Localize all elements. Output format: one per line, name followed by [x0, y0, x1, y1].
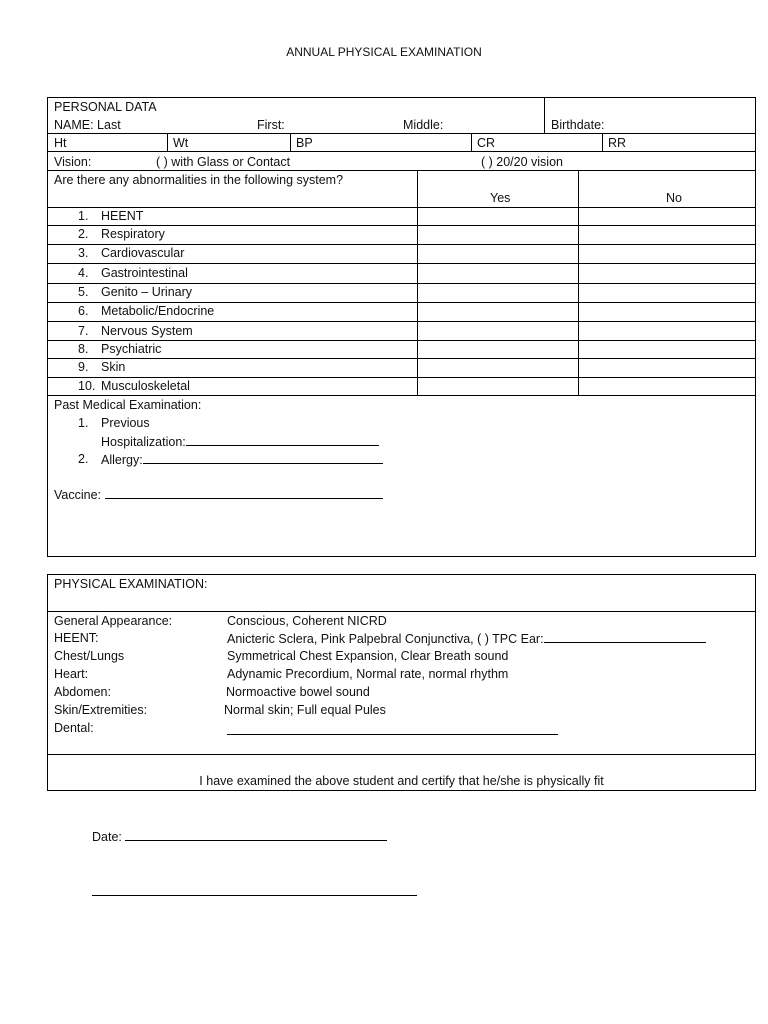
exam-value: Conscious, Coherent NICRD	[227, 614, 387, 628]
system-num: 2.	[78, 227, 89, 241]
divider	[47, 377, 756, 378]
exam-label: Abdomen:	[54, 685, 111, 699]
hospitalization-line[interactable]	[186, 434, 379, 446]
bp-label: BP	[296, 136, 313, 150]
divider	[47, 133, 756, 134]
system-label: Gastrointestinal	[101, 266, 188, 280]
date-label: Date:	[92, 830, 122, 844]
system-num: 7.	[78, 324, 89, 338]
divider	[47, 170, 756, 171]
rr-label: RR	[608, 136, 627, 150]
system-label: Cardiovascular	[101, 246, 185, 260]
certification-statement: I have examined the above student and certify that he/she is physically fit	[199, 774, 604, 788]
system-label: Skin	[101, 360, 126, 374]
abnormalities-question: Are there any abnormalities in the following system?	[54, 173, 344, 187]
divider	[47, 244, 756, 245]
divider	[602, 133, 603, 151]
system-num: 3.	[78, 246, 89, 260]
system-label: Metabolic/Endocrine	[101, 304, 215, 318]
divider	[47, 283, 756, 284]
name-last-label: NAME: Last	[54, 118, 121, 132]
system-num: 9.	[78, 360, 89, 374]
divider	[47, 340, 756, 341]
middle-name-label: Middle:	[403, 118, 444, 132]
vision-label: Vision:	[54, 155, 92, 169]
ear-line[interactable]	[544, 631, 706, 643]
exam-value: Symmetrical Chest Expansion, Clear Breath sound	[227, 649, 509, 663]
divider	[578, 170, 579, 395]
system-num: 4.	[78, 266, 89, 280]
previous-label: Previous	[101, 416, 150, 430]
divider	[167, 133, 168, 151]
first-name-label: First:	[257, 118, 285, 132]
exam-label: Dental:	[54, 721, 94, 735]
divider	[471, 133, 472, 151]
system-label: Psychiatric	[101, 342, 162, 356]
no-column-header: No	[666, 191, 682, 205]
exam-label: Heart:	[54, 667, 89, 681]
system-num: 5.	[78, 285, 89, 299]
personal-data-header: PERSONAL DATA	[54, 100, 157, 114]
allergy-label	[101, 452, 383, 467]
divider	[47, 395, 756, 396]
divider	[47, 611, 756, 612]
divider	[47, 321, 756, 322]
divider	[290, 133, 291, 151]
exam-label: HEENT:	[54, 631, 99, 645]
divider	[47, 207, 756, 208]
birthdate-label: Birthdate:	[551, 118, 605, 132]
exam-value: Normal skin; Full equal Pules	[224, 703, 386, 717]
vision-glass-option: ( ) with Glass or Contact	[156, 155, 291, 169]
dental-line[interactable]	[227, 722, 558, 735]
system-num: 1.	[78, 209, 89, 223]
exam-value: Anicteric Sclera, Pink Palpebral Conjunctiva, ( ) TPC Ear:	[227, 632, 544, 646]
system-num: 10.	[78, 379, 96, 393]
physical-exam-header: PHYSICAL EXAMINATION:	[54, 577, 208, 591]
vaccine-text: Vaccine:	[54, 488, 102, 502]
vaccine-line[interactable]	[105, 487, 383, 499]
exam-value: Adynamic Precordium, Normal rate, normal rhythm	[227, 667, 509, 681]
exam-label: General Appearance:	[54, 614, 173, 628]
system-label: HEENT	[101, 209, 144, 223]
past-medical-header: Past Medical Examination:	[54, 398, 202, 412]
system-label: Nervous System	[101, 324, 193, 338]
date-line[interactable]	[125, 829, 387, 841]
height-label: Ht	[54, 136, 67, 150]
date-field	[92, 829, 387, 844]
hospitalization-label	[101, 434, 379, 449]
exam-label: Skin/Extremities:	[54, 703, 148, 717]
allergy-text: Allergy:	[101, 453, 143, 467]
divider	[47, 302, 756, 303]
signature-line[interactable]	[92, 883, 417, 896]
cr-label: CR	[477, 136, 496, 150]
physical-exam-table	[47, 574, 756, 791]
page-title: ANNUAL PHYSICAL EXAMINATION	[286, 45, 482, 59]
system-label: Musculoskeletal	[101, 379, 190, 393]
vaccine-label	[54, 487, 383, 502]
allergy-line[interactable]	[143, 452, 383, 464]
vision-2020-option: ( ) 20/20 vision	[481, 155, 563, 169]
divider	[417, 170, 418, 395]
weight-label: Wt	[173, 136, 189, 150]
divider	[47, 263, 756, 264]
system-num: 8.	[78, 342, 89, 356]
exam-value-heent	[227, 631, 706, 646]
divider	[47, 225, 756, 226]
divider	[47, 754, 756, 755]
exam-value: Normoactive bowel sound	[226, 685, 370, 699]
system-num: 6.	[78, 304, 89, 318]
system-label: Genito – Urinary	[101, 285, 193, 299]
past-item-num: 2.	[78, 452, 89, 466]
system-label: Respiratory	[101, 227, 165, 241]
divider	[47, 151, 756, 152]
divider	[544, 97, 545, 133]
hospitalization-text: Hospitalization:	[101, 435, 186, 449]
divider	[47, 358, 756, 359]
exam-label: Chest/Lungs	[54, 649, 125, 663]
yes-column-header: Yes	[490, 191, 511, 205]
past-item-num: 1.	[78, 416, 89, 430]
